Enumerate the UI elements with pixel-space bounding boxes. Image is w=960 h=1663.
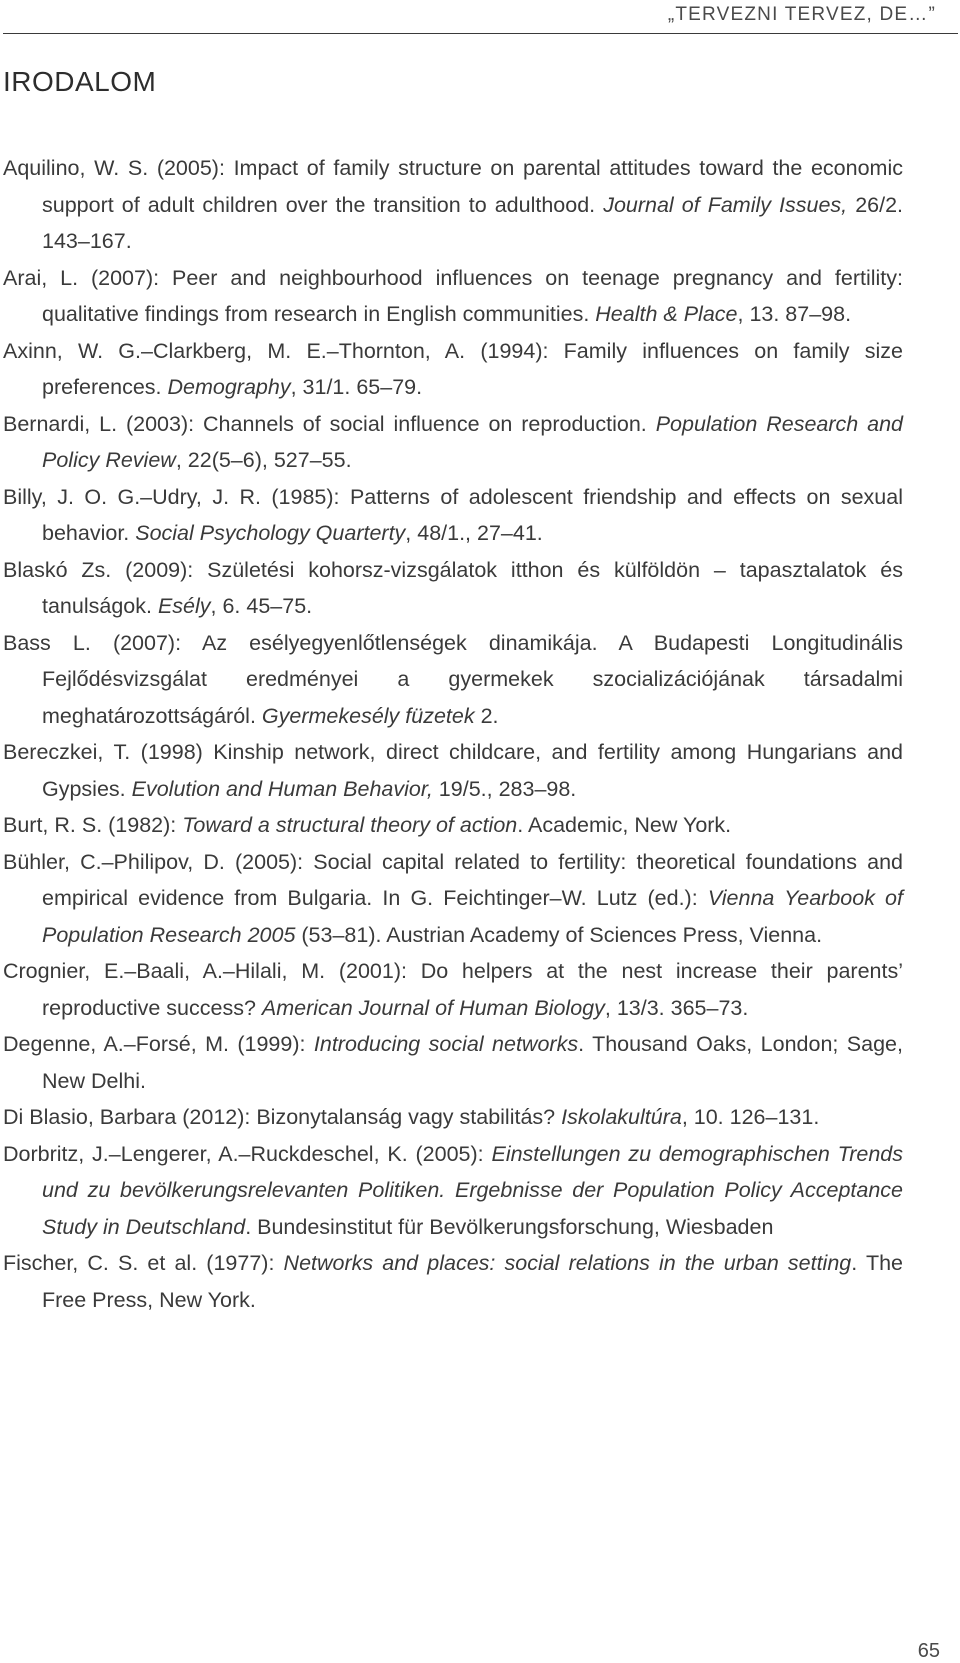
reference-source: Networks and places: social relations in the urban setting: [283, 1251, 852, 1275]
reference-source: Demography: [167, 375, 291, 399]
reference-text: Dorbritz, J.–Lengerer, A.–Ruckdeschel, K. (2005):: [3, 1141, 492, 1166]
reference-source: Health & Place: [595, 302, 738, 326]
reference-source: Toward a structural theory of action: [182, 813, 518, 837]
reference-details: . The Free Press, New York.: [42, 1251, 904, 1312]
reference-text: Degenne, A.–Forsé, M. (1999):: [3, 1032, 314, 1056]
reference-details: , 48/1., 27–41.: [405, 521, 543, 545]
reference-item: [3, 734, 903, 807]
reference-item: [3, 1245, 903, 1318]
reference-text: Bernardi, L. (2003): Channels of social influence on reproduction.: [3, 411, 656, 436]
reference-item: [3, 625, 903, 735]
running-header: „TERVEZNI TERVEZ, DE…”: [667, 4, 936, 25]
reference-details: (53–81). Austrian Academy of Sciences Press, Vienna.: [295, 922, 823, 947]
reference-details: , 13. 87–98.: [737, 302, 852, 326]
reference-details: , 31/1. 65–79.: [290, 375, 423, 399]
reference-text: Fischer, C. S. et al. (1977):: [3, 1251, 284, 1275]
page-number: 65: [917, 1640, 940, 1662]
reference-source: American Journal of Human Biology: [261, 995, 605, 1020]
reference-details: 26/2. 143–167.: [42, 192, 904, 253]
reference-item: [3, 844, 903, 954]
reference-source: Population Research and Policy Review: [42, 411, 904, 472]
reference-text: Bass L. (2007): Az esélyegyenlőtlenségek dinamikája. A Budapesti Longitudinális Fejlődésvizsgálat eredményei a gyermekek szocializációjának társadalmi meghatározottságáról.: [3, 630, 903, 728]
reference-item: [3, 953, 903, 1026]
reference-item: [3, 406, 903, 479]
reference-text: Bereczkei, T. (1998) Kinship network, direct childcare, and fertility among Hungarians and Gypsies.: [3, 740, 903, 801]
reference-text: Arai, L. (2007): Peer and neighbourhood influences on teenage pregnancy and fertility: qualitative findings from research in English communities.: [3, 265, 903, 326]
reference-details: , 13/3. 365–73.: [604, 995, 749, 1020]
reference-item: [3, 1099, 903, 1136]
reference-source: Gyermekesély füzetek: [261, 703, 475, 728]
reference-details: , 6. 45–75.: [210, 594, 313, 618]
reference-item: [3, 1136, 903, 1246]
reference-details: 19/5., 283–98.: [432, 776, 577, 801]
reference-text: Burt, R. S. (1982):: [3, 813, 183, 837]
reference-text: Billy, J. O. G.–Udry, J. R. (1985): Patterns of adolescent friendship and effects on sexual behavior.: [3, 484, 903, 545]
reference-item: [3, 552, 903, 625]
reference-details: . Thousand Oaks, London; Sage, New Delhi.: [42, 1032, 903, 1093]
header-rule: [3, 33, 958, 34]
reference-source: Vienna Yearbook of Population Research 2005: [42, 886, 903, 947]
reference-text: Blaskó Zs. (2009): Születési kohorsz-vizsgálatok itthon és külföldön – tapasztalatok és tanulságok.: [3, 557, 903, 618]
reference-item: [3, 260, 903, 333]
reference-text: Bühler, C.–Philipov, D. (2005): Social capital related to fertility: theoretical foundations and empirical evidence from Bulgaria. In G. Feichtinger–W. Lutz (ed.):: [3, 849, 903, 910]
section-title: IRODALOM: [3, 66, 157, 97]
reference-item: [3, 333, 903, 406]
reference-item: [3, 1026, 903, 1099]
reference-item: [3, 807, 903, 844]
reference-source: Iskolakultúra: [561, 1105, 682, 1129]
reference-source: Introducing social networks: [313, 1032, 579, 1056]
reference-item: [3, 150, 903, 260]
reference-source: Einstellungen zu demographischen Trends und zu bevölkerungsrelevanten Politiken. Ergebnisse der Population Policy Acceptance Study in Deutschland: [42, 1141, 903, 1239]
reference-source: Evolution and Human Behavior,: [131, 776, 433, 801]
reference-text: Di Blasio, Barbara (2012): Bizonytalanság vagy stabilitás?: [3, 1105, 562, 1129]
reference-item: [3, 479, 903, 552]
reference-text: Axinn, W. G.–Clarkberg, M. E.–Thornton, A. (1994): Family influences on family size preferences.: [3, 338, 903, 399]
reference-list: [3, 150, 903, 1318]
reference-details: 2.: [474, 703, 499, 728]
reference-text: Aquilino, W. S. (2005): Impact of family structure on parental attitudes toward the economic support of adult children over the transition to adulthood.: [3, 156, 903, 217]
reference-details: . Bundesinstitut für Bevölkerungsforschung, Wiesbaden: [245, 1214, 774, 1239]
reference-details: , 22(5–6), 527–55.: [175, 448, 352, 472]
reference-source: Social Psychology Quarterty: [135, 521, 406, 545]
reference-source: Esély: [157, 594, 211, 618]
reference-text: Crognier, E.–Baali, A.–Hilali, M. (2001): Do helpers at the nest increase their parents’ reproductive success?: [3, 959, 903, 1020]
reference-source: Journal of Family Issues,: [603, 192, 848, 217]
reference-details: . Academic, New York.: [517, 813, 732, 837]
reference-details: , 10. 126–131.: [681, 1105, 820, 1129]
